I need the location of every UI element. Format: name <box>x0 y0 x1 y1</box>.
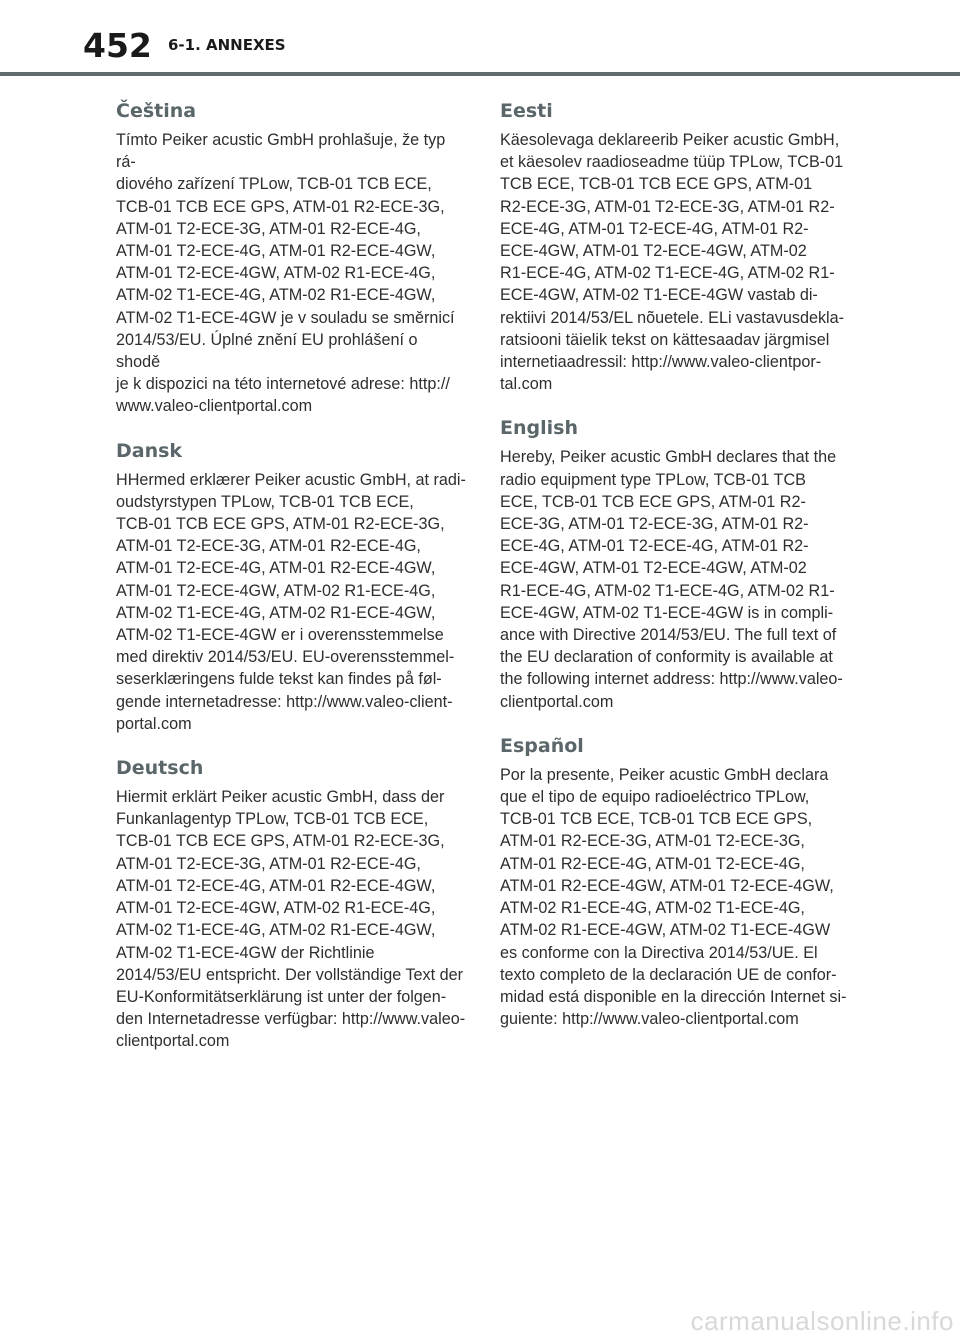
language-heading: Español <box>500 734 584 757</box>
header-divider <box>0 72 960 76</box>
language-heading: Eesti <box>500 100 553 122</box>
section-title: 6-1. ANNEXES <box>168 36 286 54</box>
page-header <box>0 0 960 76</box>
declaration-czech <box>116 96 466 418</box>
declaration-german <box>116 753 466 1052</box>
right-column <box>500 96 850 1048</box>
declaration-text: Käesolevaga deklareerib Peiker acustic GmbH, et käesolev raadioseadme tüüp TPLow, TCB-01 TCB ECE, TCB-01 TCB ECE GPS, ATM-01 R2-ECE-3G, ATM-01 T2-ECE-3G, ATM-01 R2- ECE-4G, ATM-01 T2-ECE-4G, ATM-01 R2- ECE-4GW, ATM-01 T2-ECE-4GW, ATM-02 R1-ECE-4G, ATM-02 T1-ECE-4G, ATM-02 R1- ECE-4GW, ATM-02 T1-ECE-4GW vastab di- rektiivi 2014/53/EL nõuetele. ELi vastavusdekla- ratsiooni täielik tekst on kättesaadav järgmisel internetiaadressil: http://www.valeo-clientpor- tal.com <box>500 131 845 394</box>
declaration-text: Por la presente, Peiker acustic GmbH declara que el tipo de equipo radioeléctrico TPLow, TCB-01 TCB ECE, TCB-01 TCB ECE GPS, ATM-01 R2-ECE-3G, ATM-01 T2-ECE-3G, ATM-01 R2-ECE-4G, ATM-01 T2-ECE-4G, ATM-01 R2-ECE-4GW, ATM-01 T2-ECE-4GW, ATM-02 R1-ECE-4G, ATM-02 T1-ECE-4G, ATM-02 R1-ECE-4GW, ATM-02 T1-ECE-4GW es conforme con la Directiva 2014/53/UE. El texto completo de la declaración UE de confor- midad está disponible en la dirección Internet si- guiente: http://www.valeo-clientportal.com <box>500 765 847 1029</box>
language-heading: Deutsch <box>116 757 204 780</box>
site-watermark: carmanualsonline.info <box>690 1306 954 1336</box>
declaration-estonian <box>500 96 850 395</box>
page-number: 452 <box>83 26 152 65</box>
declaration-english <box>500 413 850 712</box>
declaration-text: Hereby, Peiker acustic GmbH declares that the radio equipment type TPLow, TCB-01 TCB ECE, TCB-01 TCB ECE GPS, ATM-01 R2- ECE-3G, ATM-01 T2-ECE-3G, ATM-01 R2- ECE-4G, ATM-01 T2-ECE-4G, ATM-01 R2- ECE-4GW, ATM-01 T2-ECE-4GW, ATM-02 R1-ECE-4G, ATM-02 T1-ECE-4G, ATM-02 R1- ECE-4GW, ATM-02 T1-ECE-4GW is in compli- ance with Directive 2014/53/EU. The full text of the EU declaration of conformity is available at the following internet address: http://www.valeo- clientportal.com <box>500 448 843 711</box>
language-heading: Dansk <box>116 439 183 462</box>
declaration-text: Tímto Peiker acustic GmbH prohlašuje, že typ rá- diového zařízení TPLow, TCB-01 TCB ECE, TCB-01 TCB ECE GPS, ATM-01 R2-ECE-3G, ATM-01 T2-ECE-3G, ATM-01 R2-ECE-4G, ATM-01 T2-ECE-4G, ATM-01 R2-ECE-4GW, ATM-01 T2-ECE-4GW, ATM-02 R1-ECE-4G, ATM-02 T1-ECE-4G, ATM-02 R1-ECE-4GW, ATM-02 T1-ECE-4GW je v souladu se směrnicí 2014/53/EU. Úplné znění EU prohlášení o shodě je k dispozici na této internetové adrese: http:// www.valeo-clientportal.com <box>116 131 455 416</box>
language-heading: Čeština <box>116 100 197 122</box>
declaration-danish <box>116 436 466 735</box>
language-heading: English <box>500 417 578 440</box>
declaration-text: Hiermit erklärt Peiker acustic GmbH, dass der Funkanlagentyp TPLow, TCB-01 TCB ECE, TCB-01 TCB ECE GPS, ATM-01 R2-ECE-3G, ATM-01 T2-ECE-3G, ATM-01 R2-ECE-4G, ATM-01 T2-ECE-4G, ATM-01 R2-ECE-4GW, ATM-01 T2-ECE-4GW, ATM-02 R1-ECE-4G, ATM-02 T1-ECE-4G, ATM-02 R1-ECE-4GW, ATM-02 T1-ECE-4GW der Richtlinie 2014/53/EU entspricht. Der vollständige Text der EU-Konformitätserklärung ist unter der folgen- den Internetadresse verfügbar: http://www.valeo- clientportal.com <box>116 788 466 1051</box>
left-column <box>116 96 466 1071</box>
declaration-text: HHermed erklærer Peiker acustic GmbH, at radi- oudstyrstypen TPLow, TCB-01 TCB ECE, TCB-01 TCB ECE GPS, ATM-01 R2-ECE-3G, ATM-01 T2-ECE-3G, ATM-01 R2-ECE-4G, ATM-01 T2-ECE-4G, ATM-01 R2-ECE-4GW, ATM-01 T2-ECE-4GW, ATM-02 R1-ECE-4G, ATM-02 T1-ECE-4G, ATM-02 R1-ECE-4GW, ATM-02 T1-ECE-4GW er i overensstemmelse med direktiv 2014/53/EU. EU-overensstemmel- seserklæringens fulde tekst kan findes på føl- gende internetadresse: http://www.valeo-client- portal.com <box>116 470 466 733</box>
declaration-spanish <box>500 731 850 1030</box>
